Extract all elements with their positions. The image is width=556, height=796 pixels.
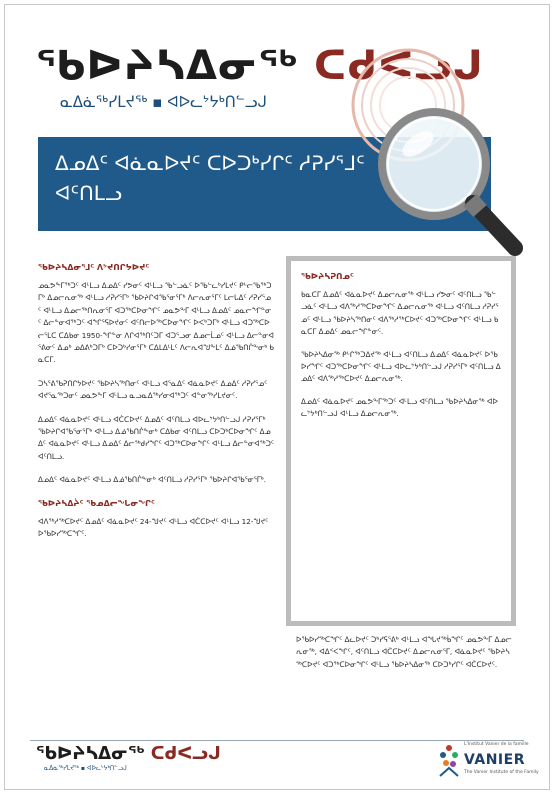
vanier-english-name: The Vanier Institute of the Family [464,770,539,775]
right-column [296,634,512,730]
section-heading: ᖃᐅᔨᓴᐃᓂᕐᒧᑦ ᐱᔾᔪᑎᒋᔭᐅᔪᑦ [38,263,150,272]
info-box [286,256,516,626]
section-heading: ᖃᐅᔨᓴᐃᔩᑦ ᖃᓄᐃᓕᖓᓂᖏᑦ [38,498,155,508]
footer-logo [36,743,221,765]
body-paragraph: ᐅᖃᐅᓯᖅᑕᖏᑦ ᐃᓚᐅᔪᑦ ᑐᒃᓯᕋᕐᕕᒃ ᐊᒻᒪᓗ ᐊᖓᔪᖅᑳᖏᑦ ᓄᓇᕗᖕᒥ ᐃᓄᓕᕆᓂᖅ, ᐊᐃᑉᐸᖏᑦ, ᐊᑦᑎᒪᓗ ᐊᑖᑕᐅᔪᑦ ᐃᓄᓕᕆᓂᕐᒥ, ᐊᓈᓇᐅᔪᑦ ᖃᐅᔨᓴᖅᑕᐅᔪᑦ ᐊᑐᖅᑕᐅᓂᖏᑦ ᐊᒻᒪᓗ ᖃᐅᔨᓴᐃᓂᖅ ᑕᐅᑐᒃᓯᒋᑦ ᐊᑖᑕᐅᔪᑦ. [296,635,512,669]
box-heading: ᖃᐅᔨᓴᕈᑎᓄᑦ [301,272,354,281]
title-part-1: ᖃᐅᔨᓴᐃᓂᖅ [36,43,314,89]
body-paragraph: ᐃᓄᐃᑦ ᐊᓈᓇᐅᔪᑦ ᐊᒻᒪᓗ ᐊᑖᑕᐅᔪᑦ ᐃᓄᐃᑦ ᐊᑦᑎᒪᓗ ᐊᐅᓚᔾᔭᒃᑎᓪᓗᒍ ᓱᕈᓯᕐᒥᒃ ᖃᐅᔨᒋᐊᖃᕐᓂᕐᒥᒃ ᐊᒻᒪᓗ ᐃᓅᖃᑎᒌᖕᓂᒃ ᑕᐃᑲᓂ ᐊᑦᑎᒪᓗ ᑕᐅᑐᒃᑕᐅᓂᖏᑦ ᐃᓄᐃᑦ ᐊᓈᓇᐅᔪᑦ ᐊᒻᒪᓗ ᐃᓄᐃᑦ ᐃᓕᖅᑯᓯᖏᑦ ᐊᑐᖅᑕᐅᓂᖏᑦ ᐊᒻᒪᓗ ᐃᓕᓐᓂᐊᖅᑐᑦ ᐊᑦᑎᒪᓗ. [38,414,274,461]
magnifier-icon [330,40,540,270]
footer-logo-part-1: ᖃᐅᔨᓴᐃᓂᖅ [36,744,151,764]
footer-logo-part-2: ᑕᑯᐸᓗᒍ [150,744,221,764]
box-paragraph: ᖃᐅᔨᓴᐃᓂᖅ ᑭᒡᒋᖅᑐᐃᔪᖅ ᐊᒻᒪᓗ ᐊᑦᑎᒪᓗ ᐃᓄᐃᑦ ᐊᓈᓇᐅᔪᑦ ᐅᖃᐅᓯᖏᑦ ᐊᑐᖅᑕᐅᓂᖏᑦ ᐊᒻᒪᓗ ᐊᐅᓚᔾᔭᒃᑎᓪᓗᒍ ᓱᕈᓯᕐᒥᒃ ᐊᑦᑎᒪᓗ ᐃᓄᐃᑦ ᐊᐱᖅᓱᖅᑕᐅᔪᑦ ᐃᓄᓕᕆᓂᖅ. [301,349,501,384]
left-column [38,262,274,734]
body-paragraph: ᐊᐱᖅᓱᖅᑕᐅᔪᑦ ᐃᓄᐃᑦ ᐊᓈᓇᐅᔪᑦ 24-ᖑᔪᑦ ᐊᒻᒪᓗ ᐊᑖᑕᐅᔪᑦ ᐊᒻᒪᓗ 12-ᖑᔪᑦ ᐅᖃᐅᓯᖅᑕᖏᑦ. [38,516,269,539]
footer-logo-subtitle: ᓇᐃᓈᖅᓯᒪᔪᖅ ▪ ᐊᐅᓚᔾᔭᒃᑎᓪᓗᒍ [44,765,127,772]
box-paragraph: ᐃᓄᐃᑦ ᐊᓈᓇᐅᔪᑦ ᓄᓇᕗᖕᒥᖅᑐᑦ ᐊᒻᒪᓗ ᐊᑦᑎᒪᓗ ᖃᐅᔨᓴᐃᓂᖅ ᐊᐅᓚᔾᔭᒃᑎᓪᓗᒍ ᐊᒻᒪᓗ ᐃᓄᓕᕆᓂᖅ. [301,396,498,419]
box-paragraph: ᑲᓇᑕᒥ ᐃᓄᐃᑦ ᐊᓈᓇᐅᔪᑦ ᐃᓄᓕᕆᓂᖅ ᐊᒻᒪᓗ ᓯᕗᓂᑦ ᐊᑦᑎᒪᓗ ᖃᓪᓗᓈᑦ ᐊᒻᒪᓗ ᐊᐱᖅᓱᖅᑕᐅᓂᖏᑦ ᐃᓄᓕᕆᓂᖅ ᐊᒻᒪᓗ ᐊᑦᑎᒪᓗ ᓱᕈᓯᕐᓄᑦ ᐊᒻᒪᓗ ᖃᐅᔨᓴᖅᑎᓂᑦ ᐊᐱᖅᓱᖅᑕᐅᔪᑦ ᐊᑐᖅᑕᐅᓂᖏᑦ ᐊᒻᒪᓗ ᑲᓇᑕᒥ ᐃᓄᐃᑦ ᓄᓇᓕᖏᓐᓂᑦ. [301,290,499,337]
body-paragraph: ᐃᓄᐃᑦ ᐊᓈᓇᐅᔪᑦ ᐊᒻᒪᓗ ᐃᓅᖃᑎᒌᖕᓂᒃ ᐊᑦᑎᒪᓗ ᓱᕈᓯᕐᒥᒃ ᖃᐅᔨᒋᐊᖃᕐᓂᕐᒥᒃ. [38,475,266,485]
title-part-2: ᑕᑯᐸᓗᒍ [313,43,484,89]
vanier-name: VANIER [464,752,525,768]
body-paragraph: ᑐᓴᕐᕕᖃᕈᑎᒋᔭᐅᔪᑦ ᖃᐅᔨᓴᖅᑎᓂᑦ ᐊᒻᒪᓗ ᐊᕐᓇᐃᑦ ᐊᓈᓇᐅᔪᑦ ᐃᓄᐃᑦ ᓱᕈᓯᕐᓄᑦ ᐊᔪᕐᓇᖅᑐᓂᑦ ᓄᓇᕗᖕᒥ ᐊᒻᒪᓗ ᓇᓗᓇᐃᖅᓯᓂᐊᖅᑐᑦ ᐊᓐᓂᖅᓯᒪᔪᓂᑦ. [38,378,268,401]
page-subtitle: ᓇᐃᓈᖅᓯᒪᔪᖅ ▪ ᐊᐅᓚᔾᔭᒃᑎᓪᓗᒍ [60,93,267,111]
footer-divider [30,740,524,741]
banner-heading: ᐃᓄᐃᑦ ᐊᓈᓇᐅᔪᑦ ᑕᐅᑐᒃᓯᒋᑦ ᓱᕈᓯᕐᒧᑦ ᐊᑦᑎᒪᓗ [55,151,365,205]
vanier-french-name: L'Institut Vanier de la famille [464,742,529,747]
vanier-logo-icon [436,742,462,778]
body-paragraph: ᓄᓇᕗᖕᒥᖅᑐᑦ ᐊᒻᒪᓗ ᐃᓄᐃᑦ ᓯᕗᓂᑦ ᐊᒻᒪᓗ ᖃᓪᓗᓈᑦ ᐅᖃᓪᓚᒃᓯᒪᔪᑦ ᑭᒡᓕᖃᖅᑐᒥᒃ ᐃᓄᓕᕆᓂᖅ ᐊᒻᒪᓗ ᓱᕈᓯᕐᒥᒃ ᖃᐅᔨᒋᐊᖃᕐᓂᕐᒥᒃ ᐱᓕᕆᓂᕐᒥᑦ ᒪᓕᒐᐃᑦ ᓱᕈᓯᕐᓄᑦ ᐊᒻᒪᓗ ᐃᓄᓕᖅᑎᕆᓂᕐᒥ ᐊᑐᖅᑕᐅᓂᖏᑦ ᓄᓇᕗᖕᒥ ᐊᒻᒪᓗ ᐃᓄᐃᑦ ᓄᓇᓕᖏᓐᓂᑦ ᐃᓕᓐᓂᐊᖅᑐᑦ ᐊᖏᕐᕋᐅᔪᓂᑦ ᐊᑦᑎᓕᐅᖅᑕᐅᓂᖏᑦ ᐅᐸᒃᑐᒥᒃ ᐊᒻᒪᓗ ᐊᑐᖅᑕᐅᓕᕐᒪᑕ ᑕᐃᑲᓂ 1950-ᖏᓐᓂ ᐱᒋᐊᖅᑎᑦᑐᒥ ᐊᑐᕐᓗᓂ ᐃᓄᓕᒫᓄᑦ ᐊᒻᒪᓗ ᐃᓕᓐᓂᐊᕐᕕᓂᑦ ᐃᓄᒃ ᓄᐃᕕᒃᑐᒥᒃ ᑕᐅᑐᒃᓯᓂᕐᒥᒃ ᑕᐃᒪᐃᒻᒪᑦ ᐱᓕᕆᐊᖑᖕᒪᑦ ᐃᓅᖃᑎᒌᖕᓂᒃ ᑲᓇᑕᒥ. [38,281,274,365]
